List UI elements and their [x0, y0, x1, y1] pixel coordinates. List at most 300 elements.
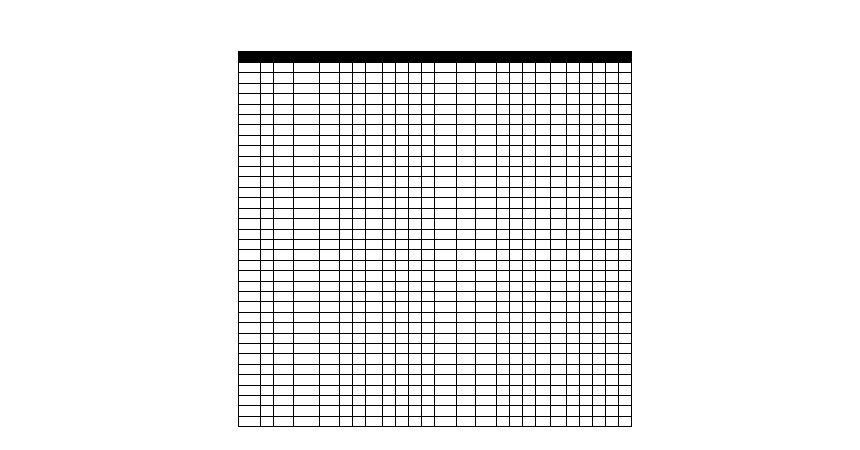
table-cell [383, 333, 396, 343]
table-cell [551, 156, 567, 166]
table-cell [606, 333, 619, 343]
table-cell [536, 63, 551, 73]
table-cell [239, 187, 261, 197]
table-cell [536, 416, 551, 426]
table-cell [567, 94, 580, 104]
table-cell [353, 260, 366, 270]
table-cell [261, 187, 274, 197]
table-cell [294, 312, 320, 322]
table-cell [457, 94, 476, 104]
table-cell [536, 323, 551, 333]
table-cell [536, 239, 551, 249]
table-cell [409, 73, 422, 83]
table-cell [383, 416, 396, 426]
table-cell [476, 396, 497, 406]
table-cell [510, 83, 523, 93]
table-cell [239, 312, 261, 322]
table-cell [580, 416, 593, 426]
table-cell [536, 385, 551, 395]
table-cell [606, 208, 619, 218]
table-cell [383, 239, 396, 249]
table-cell [457, 177, 476, 187]
column-header [422, 52, 435, 63]
table-cell [567, 364, 580, 374]
table-cell [409, 219, 422, 229]
table-cell [435, 104, 457, 114]
table-cell [409, 229, 422, 239]
table-cell [593, 375, 606, 385]
table-cell [261, 354, 274, 364]
table-cell [536, 156, 551, 166]
table-cell [497, 271, 510, 281]
table-cell [457, 250, 476, 260]
table-cell [366, 239, 383, 249]
table-cell [567, 146, 580, 156]
table-cell [396, 198, 409, 208]
table-cell [320, 323, 340, 333]
table-cell [383, 260, 396, 270]
table-cell [435, 115, 457, 125]
table-cell [606, 73, 619, 83]
table-cell [274, 94, 294, 104]
table-cell [497, 229, 510, 239]
table-cell [510, 250, 523, 260]
table-cell [510, 167, 523, 177]
table-cell [435, 312, 457, 322]
table-cell [567, 208, 580, 218]
table-cell [497, 364, 510, 374]
table-cell [340, 156, 353, 166]
table-cell [366, 333, 383, 343]
table-cell [580, 187, 593, 197]
table-cell [409, 250, 422, 260]
table-cell [353, 416, 366, 426]
table-cell [606, 396, 619, 406]
table-cell [476, 406, 497, 416]
table-cell [536, 187, 551, 197]
table-cell [396, 146, 409, 156]
table-cell [476, 281, 497, 291]
table-cell [606, 250, 619, 260]
table-cell [366, 291, 383, 301]
table-cell [593, 135, 606, 145]
table-cell [523, 281, 536, 291]
table-cell [409, 396, 422, 406]
table-cell [340, 375, 353, 385]
table-cell [383, 219, 396, 229]
table-cell [294, 229, 320, 239]
table-cell [366, 281, 383, 291]
table-cell [567, 354, 580, 364]
table-cell [457, 125, 476, 135]
table-cell [567, 260, 580, 270]
table-cell [510, 73, 523, 83]
table-cell [567, 343, 580, 353]
table-cell [523, 219, 536, 229]
table-cell [294, 333, 320, 343]
data-table [238, 51, 632, 427]
table-cell [476, 375, 497, 385]
table-cell [457, 406, 476, 416]
table-cell [396, 239, 409, 249]
table-row [239, 135, 632, 145]
table-cell [497, 250, 510, 260]
table-cell [551, 364, 567, 374]
table-cell [409, 156, 422, 166]
table-cell [261, 125, 274, 135]
table-cell [551, 260, 567, 270]
table-cell [340, 146, 353, 156]
table-cell [294, 219, 320, 229]
table-cell [551, 63, 567, 73]
table-cell [366, 260, 383, 270]
table-cell [580, 146, 593, 156]
table-cell [353, 375, 366, 385]
table-cell [497, 94, 510, 104]
table-cell [274, 406, 294, 416]
table-cell [366, 63, 383, 73]
table-cell [396, 135, 409, 145]
table-cell [353, 343, 366, 353]
table-cell [536, 104, 551, 114]
table-cell [619, 416, 632, 426]
table-cell [510, 396, 523, 406]
column-header [340, 52, 353, 63]
table-cell [551, 115, 567, 125]
table-cell [320, 312, 340, 322]
table-cell [551, 281, 567, 291]
table-cell [510, 375, 523, 385]
table-cell [274, 281, 294, 291]
table-cell [523, 94, 536, 104]
table-cell [580, 260, 593, 270]
table-cell [523, 375, 536, 385]
table-cell [580, 219, 593, 229]
table-cell [580, 208, 593, 218]
table-cell [606, 343, 619, 353]
table-row [239, 343, 632, 353]
table-cell [294, 364, 320, 374]
table-cell [580, 73, 593, 83]
column-header [409, 52, 422, 63]
table-cell [239, 271, 261, 281]
table-cell [396, 323, 409, 333]
table-cell [294, 63, 320, 73]
table-cell [523, 156, 536, 166]
table-cell [567, 63, 580, 73]
table-cell [580, 198, 593, 208]
table-cell [383, 396, 396, 406]
table-row [239, 83, 632, 93]
table-cell [619, 177, 632, 187]
table-row [239, 375, 632, 385]
table-cell [619, 250, 632, 260]
table-cell [551, 396, 567, 406]
table-cell [340, 63, 353, 73]
table-cell [294, 291, 320, 301]
table-cell [261, 416, 274, 426]
table-cell [320, 416, 340, 426]
table-cell [457, 115, 476, 125]
table-cell [536, 167, 551, 177]
table-cell [261, 229, 274, 239]
table-cell [294, 73, 320, 83]
table-cell [510, 343, 523, 353]
table-cell [383, 291, 396, 301]
table-cell [593, 281, 606, 291]
table-cell [523, 198, 536, 208]
table-cell [593, 250, 606, 260]
table-cell [383, 385, 396, 395]
table-cell [409, 177, 422, 187]
table-cell [593, 260, 606, 270]
table-cell [274, 73, 294, 83]
table-cell [320, 135, 340, 145]
table-cell [422, 135, 435, 145]
table-cell [551, 187, 567, 197]
table-cell [261, 63, 274, 73]
table-cell [497, 312, 510, 322]
table-cell [476, 364, 497, 374]
table-cell [497, 333, 510, 343]
table-cell [435, 364, 457, 374]
table-cell [320, 198, 340, 208]
table-cell [606, 83, 619, 93]
table-cell [619, 291, 632, 301]
table-cell [551, 83, 567, 93]
table-cell [580, 63, 593, 73]
table-cell [261, 83, 274, 93]
table-cell [340, 94, 353, 104]
table-cell [274, 343, 294, 353]
table-cell [239, 396, 261, 406]
table-cell [510, 312, 523, 322]
table-cell [409, 187, 422, 197]
table-cell [366, 135, 383, 145]
table-cell [457, 260, 476, 270]
table-cell [366, 125, 383, 135]
table-cell [619, 198, 632, 208]
column-header [593, 52, 606, 63]
table-cell [497, 198, 510, 208]
table-cell [383, 156, 396, 166]
table-cell [294, 187, 320, 197]
table-cell [435, 333, 457, 343]
table-cell [320, 208, 340, 218]
table-cell [619, 146, 632, 156]
table-cell [510, 260, 523, 270]
table-cell [476, 208, 497, 218]
table-cell [523, 302, 536, 312]
table-cell [261, 271, 274, 281]
column-header [536, 52, 551, 63]
table-cell [396, 167, 409, 177]
table-cell [261, 364, 274, 374]
table-cell [366, 73, 383, 83]
table-cell [619, 364, 632, 374]
table-cell [580, 104, 593, 114]
table-cell [294, 239, 320, 249]
table-cell [383, 94, 396, 104]
table-row [239, 302, 632, 312]
table-cell [497, 115, 510, 125]
table-cell [435, 135, 457, 145]
table-cell [396, 354, 409, 364]
table-cell [366, 208, 383, 218]
table-cell [396, 208, 409, 218]
table-cell [274, 302, 294, 312]
table-cell [294, 385, 320, 395]
table-cell [593, 208, 606, 218]
table-cell [510, 187, 523, 197]
table-cell [294, 115, 320, 125]
table-cell [523, 135, 536, 145]
table-cell [320, 219, 340, 229]
table-cell [536, 291, 551, 301]
table-cell [320, 177, 340, 187]
table-cell [435, 396, 457, 406]
table-cell [353, 333, 366, 343]
table-cell [551, 208, 567, 218]
table-cell [606, 354, 619, 364]
table-cell [567, 281, 580, 291]
table-cell [476, 83, 497, 93]
table-cell [239, 416, 261, 426]
table-cell [383, 375, 396, 385]
table-cell [261, 333, 274, 343]
table-cell [523, 343, 536, 353]
table-cell [340, 167, 353, 177]
table-cell [340, 385, 353, 395]
table-cell [274, 416, 294, 426]
table-row [239, 167, 632, 177]
table-cell [580, 94, 593, 104]
table-cell [510, 406, 523, 416]
table-cell [606, 229, 619, 239]
table-cell [510, 208, 523, 218]
table-cell [536, 208, 551, 218]
table-cell [476, 135, 497, 145]
table-cell [476, 63, 497, 73]
table-cell [593, 229, 606, 239]
table-cell [606, 281, 619, 291]
data-table-sheet [238, 51, 619, 395]
table-cell [536, 312, 551, 322]
table-cell [422, 385, 435, 395]
table-cell [261, 198, 274, 208]
column-header [366, 52, 383, 63]
table-cell [340, 219, 353, 229]
table-cell [435, 187, 457, 197]
table-cell [435, 291, 457, 301]
table-cell [366, 115, 383, 125]
table-row [239, 354, 632, 364]
table-cell [239, 146, 261, 156]
column-header [435, 52, 457, 63]
table-cell [580, 83, 593, 93]
table-row [239, 104, 632, 114]
table-cell [294, 281, 320, 291]
table-cell [457, 104, 476, 114]
table-cell [422, 302, 435, 312]
table-row [239, 416, 632, 426]
table-cell [366, 302, 383, 312]
table-cell [409, 125, 422, 135]
table-cell [340, 135, 353, 145]
table-cell [497, 73, 510, 83]
column-header [320, 52, 340, 63]
table-cell [422, 239, 435, 249]
table-cell [239, 364, 261, 374]
table-row [239, 385, 632, 395]
table-cell [476, 177, 497, 187]
table-cell [476, 343, 497, 353]
table-cell [239, 219, 261, 229]
table-row [239, 396, 632, 406]
table-cell [274, 146, 294, 156]
table-cell [409, 385, 422, 395]
table-cell [435, 125, 457, 135]
table-cell [366, 406, 383, 416]
table-row [239, 250, 632, 260]
table-cell [261, 135, 274, 145]
table-cell [409, 333, 422, 343]
table-cell [593, 177, 606, 187]
table-cell [551, 302, 567, 312]
table-row [239, 281, 632, 291]
table-cell [606, 104, 619, 114]
table-cell [409, 302, 422, 312]
table-cell [593, 396, 606, 406]
table-cell [567, 406, 580, 416]
table-cell [239, 63, 261, 73]
table-cell [476, 323, 497, 333]
table-cell [580, 271, 593, 281]
table-cell [606, 156, 619, 166]
table-cell [457, 239, 476, 249]
table-cell [593, 343, 606, 353]
table-cell [435, 219, 457, 229]
table-cell [497, 260, 510, 270]
table-cell [619, 281, 632, 291]
table-cell [422, 156, 435, 166]
table-cell [580, 291, 593, 301]
table-cell [383, 187, 396, 197]
table-cell [422, 354, 435, 364]
table-cell [366, 177, 383, 187]
table-cell [536, 354, 551, 364]
table-cell [422, 375, 435, 385]
table-cell [396, 416, 409, 426]
table-cell [239, 229, 261, 239]
table-cell [396, 229, 409, 239]
table-cell [340, 396, 353, 406]
table-cell [239, 239, 261, 249]
table-cell [383, 250, 396, 260]
table-cell [606, 323, 619, 333]
table-cell [457, 198, 476, 208]
table-cell [239, 83, 261, 93]
table-cell [353, 198, 366, 208]
table-cell [340, 104, 353, 114]
table-cell [320, 239, 340, 249]
table-cell [536, 333, 551, 343]
table-cell [476, 333, 497, 343]
table-cell [580, 281, 593, 291]
table-cell [435, 354, 457, 364]
table-row [239, 239, 632, 249]
table-cell [353, 146, 366, 156]
